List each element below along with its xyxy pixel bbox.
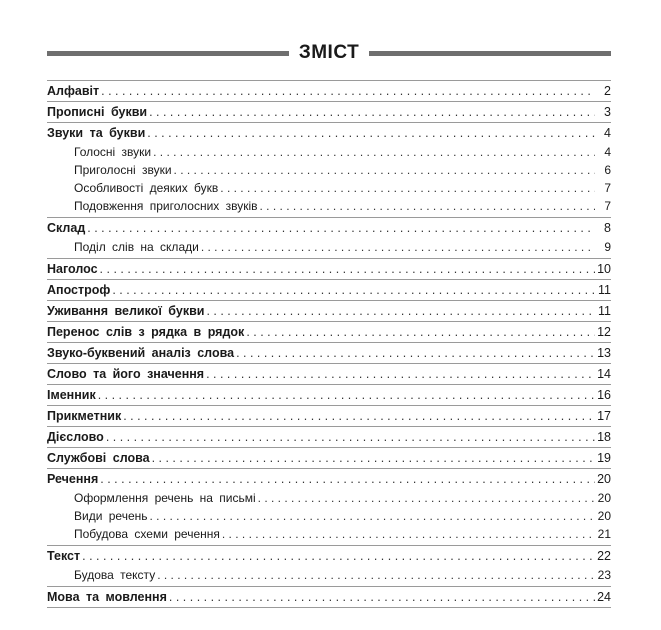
dot-leader (149, 102, 595, 122)
toc-sublist (47, 238, 611, 258)
toc-page-number: 7 (604, 181, 611, 195)
toc-entry (47, 448, 611, 469)
toc-page-number: 21 (597, 527, 611, 541)
dot-leader (174, 161, 595, 179)
toc-row[interactable] (47, 546, 611, 566)
toc-row[interactable] (47, 81, 611, 101)
toc-entry-title: Прописні букви (47, 105, 148, 119)
toc-page-number: 11 (598, 283, 611, 297)
toc-subentry[interactable] (47, 143, 611, 161)
toc-entry-title: Слово та його значення (47, 367, 205, 381)
toc-subentry[interactable] (47, 489, 611, 507)
toc-entry-title: Склад (47, 221, 86, 235)
toc-entry-title: Дієслово (47, 430, 104, 444)
toc-entry (47, 406, 611, 427)
toc-page-number: 9 (604, 240, 611, 254)
toc-subentry[interactable] (47, 238, 611, 256)
toc-sublist (47, 143, 611, 217)
toc-subentry[interactable] (47, 525, 611, 543)
header-rule-left (47, 51, 289, 56)
toc-page-number: 8 (604, 221, 611, 235)
toc-row[interactable] (47, 301, 611, 321)
toc-page-number: 7 (604, 199, 611, 213)
toc-page-number: 17 (597, 409, 611, 423)
toc-entry (47, 427, 611, 448)
toc-subentry-title: Приголосні звуки (74, 163, 172, 177)
toc-page-number: 14 (597, 367, 611, 381)
toc-entry-title: Речення (47, 472, 99, 486)
toc-row[interactable] (47, 587, 611, 607)
toc-subentry[interactable] (47, 161, 611, 179)
toc-entry-title: Перенос слів з рядка в рядок (47, 325, 245, 339)
toc-subentry-title: Побудова схеми речення (74, 527, 220, 541)
toc-subentry[interactable] (47, 566, 611, 584)
dot-leader (206, 364, 595, 384)
toc-page-number: 24 (597, 590, 611, 604)
toc-page-number: 22 (597, 549, 611, 563)
toc-row[interactable] (47, 280, 611, 300)
dot-leader (222, 525, 595, 543)
header-rule-right (369, 51, 611, 56)
toc-page-number: 23 (597, 568, 611, 582)
toc-subentry[interactable] (47, 197, 611, 215)
toc-subentry-title: Подовження приголосних звуків (74, 199, 258, 213)
dot-leader (169, 587, 595, 607)
toc-entry (47, 343, 611, 364)
toc-subentry-title: Особливості деяких букв (74, 181, 219, 195)
toc-row[interactable] (47, 343, 611, 363)
dot-leader (236, 343, 595, 363)
dot-leader (206, 301, 595, 321)
dot-leader (82, 546, 595, 566)
toc-row[interactable] (47, 218, 611, 238)
dot-leader (260, 197, 595, 215)
toc-entry (47, 587, 611, 608)
toc-row[interactable] (47, 322, 611, 342)
toc-entry (47, 123, 611, 218)
toc-page-number: 20 (597, 509, 611, 523)
toc-row[interactable] (47, 102, 611, 122)
toc-page-number: 4 (604, 145, 611, 159)
toc-header (47, 40, 611, 66)
toc-subentry-title: Голосні звуки (74, 145, 152, 159)
dot-leader (152, 448, 595, 468)
toc-entry (47, 301, 611, 322)
toc-page-number: 10 (597, 262, 611, 276)
toc-row[interactable] (47, 448, 611, 468)
toc-entry (47, 546, 611, 587)
dot-leader (101, 81, 595, 101)
toc-page-number: 19 (597, 451, 611, 465)
toc-entry (47, 385, 611, 406)
toc-subentry-title: Поділ слів на склади (74, 240, 199, 254)
toc-page-number: 3 (604, 105, 611, 119)
toc-entry-title: Звуко-буквений аналіз слова (47, 346, 235, 360)
toc-entry-title: Прикметник (47, 409, 122, 423)
dot-leader (147, 123, 595, 143)
dot-leader (220, 179, 595, 197)
toc-page-number: 18 (597, 430, 611, 444)
toc-page-number: 11 (598, 304, 611, 318)
toc-sublist (47, 489, 611, 545)
toc-subentry-title: Будова тексту (74, 568, 156, 582)
toc-row[interactable] (47, 385, 611, 405)
dot-leader (100, 259, 595, 279)
toc-sublist (47, 566, 611, 586)
dot-leader (246, 322, 595, 342)
toc-entry (47, 469, 611, 546)
dot-leader (112, 280, 595, 300)
toc-subentry[interactable] (47, 507, 611, 525)
toc-subentry[interactable] (47, 179, 611, 197)
dot-leader (153, 143, 595, 161)
toc-row[interactable] (47, 427, 611, 447)
dot-leader (150, 507, 596, 525)
toc-entry-title: Звуки та букви (47, 126, 146, 140)
dot-leader (100, 469, 595, 489)
toc-page-number: 12 (597, 325, 611, 339)
toc-entry (47, 280, 611, 301)
toc-row[interactable] (47, 123, 611, 143)
toc-subentry-title: Види речень (74, 509, 148, 523)
toc-entry (47, 322, 611, 343)
toc-page-number: 2 (604, 84, 611, 98)
toc-row[interactable] (47, 469, 611, 489)
toc-subentry-title: Оформлення речень на письмі (74, 491, 256, 505)
toc-entry-title: Службові слова (47, 451, 150, 465)
page-title: ЗМІСТ (298, 42, 360, 63)
toc-entry (47, 218, 611, 259)
dot-leader (87, 218, 595, 238)
toc-entry-title: Текст (47, 549, 81, 563)
dot-leader (98, 385, 595, 405)
dot-leader (258, 489, 595, 507)
dot-leader (123, 406, 595, 426)
toc-entry-title: Наголос (47, 262, 98, 276)
toc-page-number: 20 (597, 491, 611, 505)
toc-row[interactable] (47, 406, 611, 426)
toc-entry (47, 364, 611, 385)
toc-entry (47, 102, 611, 123)
toc-entry-title: Уживання великої букви (47, 304, 205, 318)
toc-entry (47, 259, 611, 280)
toc-page-number: 6 (604, 163, 611, 177)
toc-entry (47, 81, 611, 102)
dot-leader (201, 238, 595, 256)
toc-entry-title: Алфавіт (47, 84, 100, 98)
dot-leader (106, 427, 595, 447)
toc-row[interactable] (47, 364, 611, 384)
table-of-contents (47, 80, 611, 608)
dot-leader (157, 566, 595, 584)
toc-page-number: 4 (604, 126, 611, 140)
toc-page-number: 13 (597, 346, 611, 360)
toc-entry-title: Мова та мовлення (47, 590, 167, 604)
toc-entry-title: Іменник (47, 388, 96, 402)
toc-entry-title: Апостроф (47, 283, 111, 297)
toc-page-number: 16 (597, 388, 611, 402)
toc-page-number: 20 (597, 472, 611, 486)
toc-row[interactable] (47, 259, 611, 279)
